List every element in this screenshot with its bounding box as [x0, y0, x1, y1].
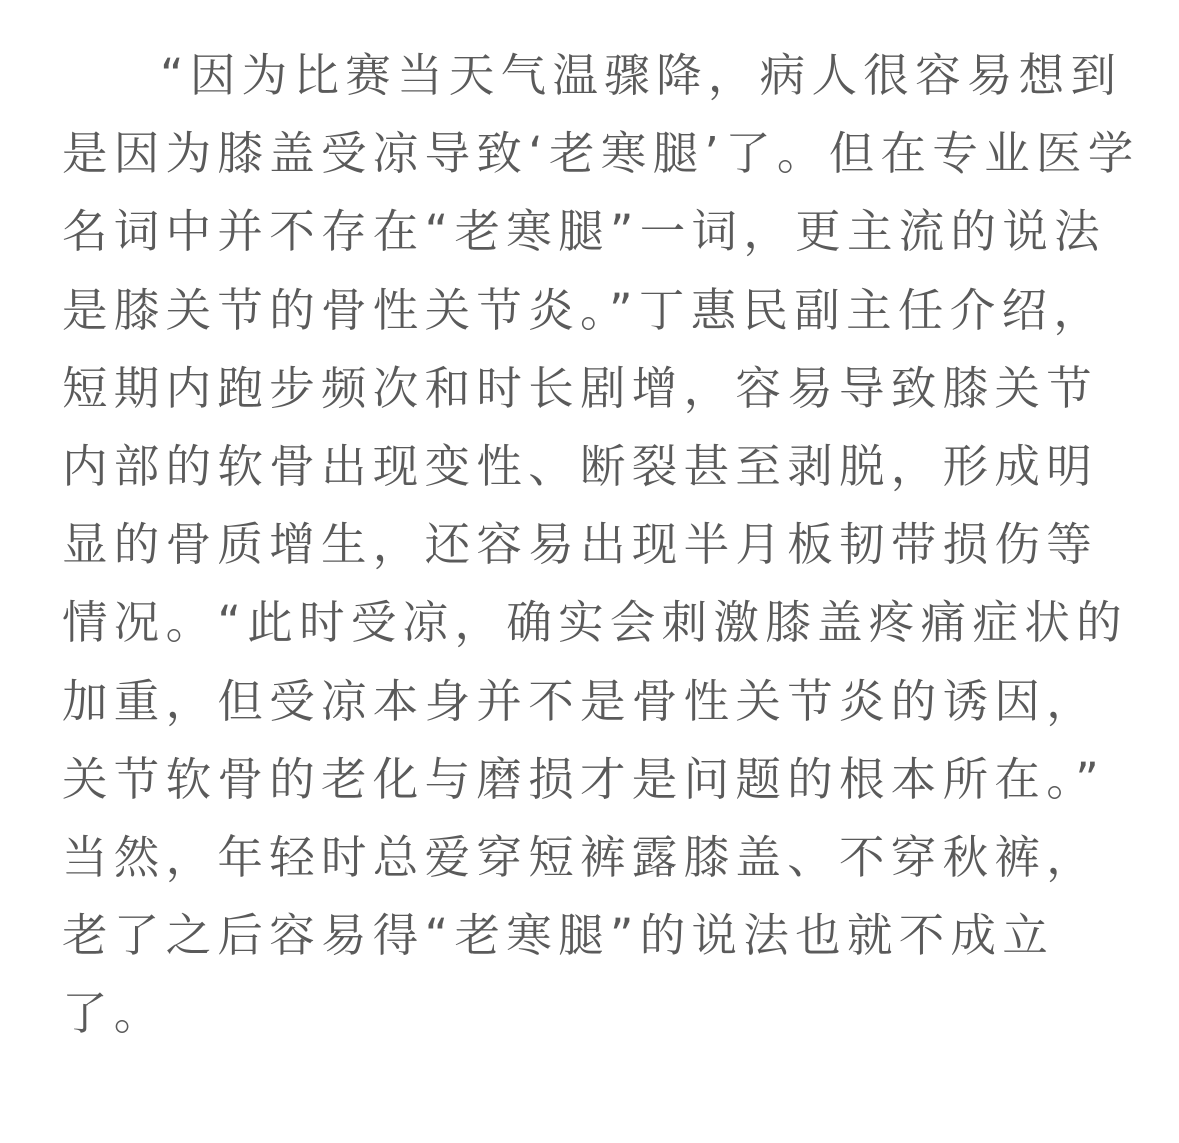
paragraph-line: “因为比赛当天气温骤降，病人很容易想到	[160, 49, 1123, 102]
paragraph-line: 当然，年轻时总爱穿短裤露膝盖、不穿秋裤，	[62, 830, 1099, 884]
paragraph-line: 是膝关节的骨性关节炎。”丁惠民副主任介绍，	[62, 283, 1106, 337]
paragraph-line: 老了之后容易得“老寒腿”的说法也就不成立	[62, 909, 1055, 963]
paragraph-line: 加重，但受凉本身并不是骨性关节炎的诱因，	[62, 674, 1099, 728]
paragraph-line: 内部的软骨出现变性、断裂甚至剥脱，形成明	[62, 439, 1099, 493]
paragraph-line: 关节软骨的老化与磨损才是问题的根本所在。”	[62, 752, 1106, 806]
paragraph-line: 了。	[62, 987, 166, 1041]
paragraph-line: 显的骨质增生，还容易出现半月板韧带损伤等	[62, 518, 1099, 572]
paragraph-line: 名词中并不存在“老寒腿”一词，更主流的说法	[62, 205, 1106, 259]
paragraph-line: 情况。“此时受凉，确实会刺激膝盖疼痛症状的	[62, 596, 1128, 650]
paragraph-line: 是因为膝盖受凉导致‘老寒腿’了。但在专业医学	[62, 127, 1140, 181]
article-body	[62, 37, 1140, 1053]
paragraph-line: 短期内跑步频次和时长剧增，容易导致膝关节	[62, 361, 1099, 415]
